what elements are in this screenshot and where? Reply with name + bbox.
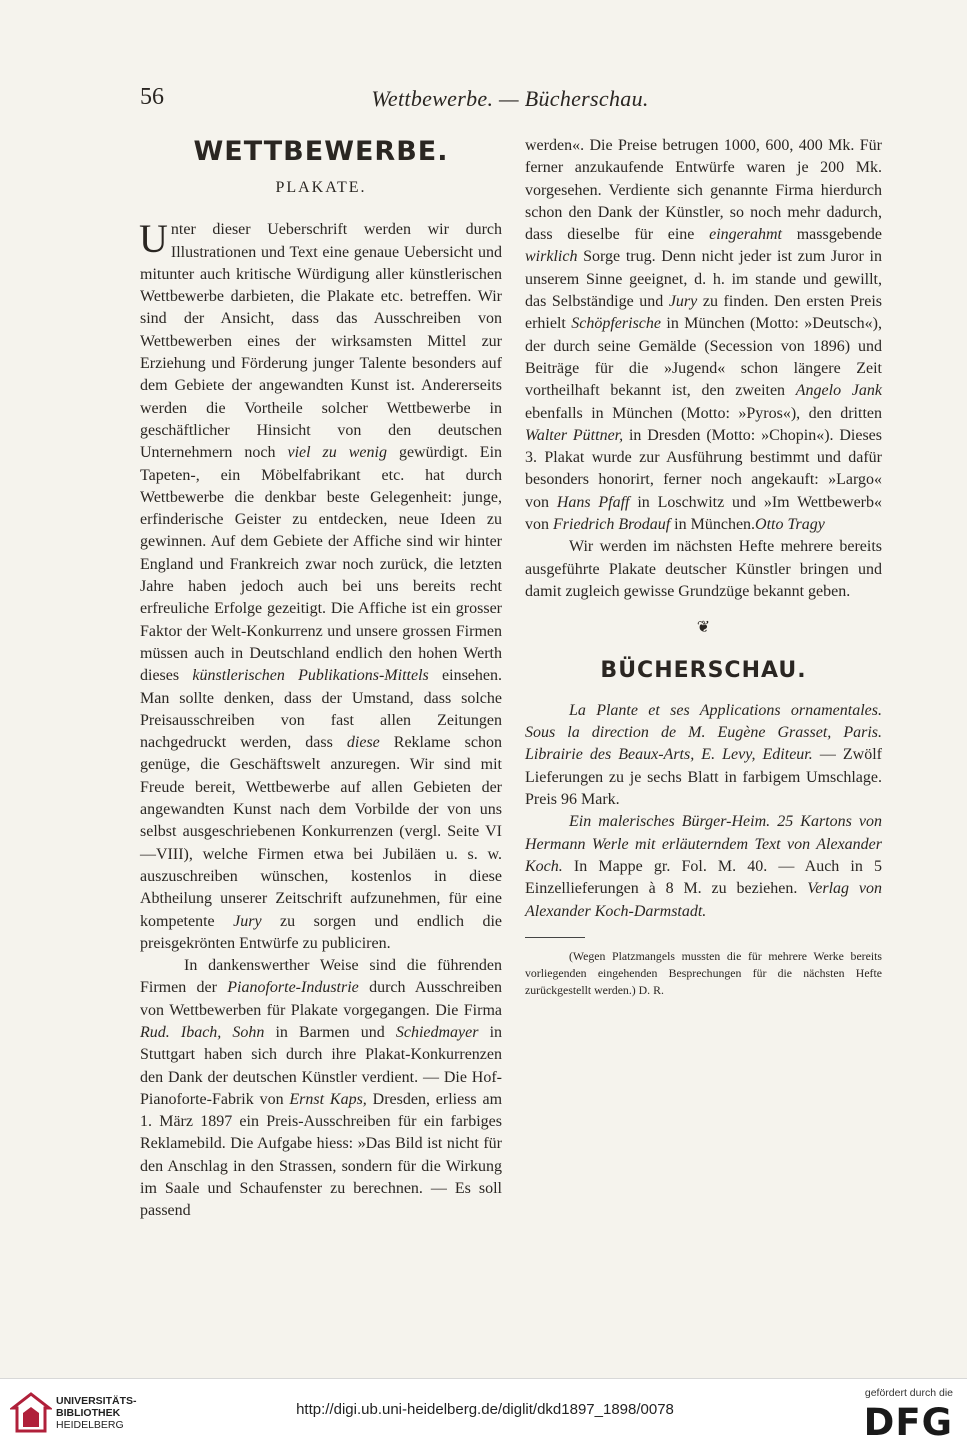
running-title: Wettbewerbe. — Bücherschau.: [371, 86, 649, 111]
text-run: in Barmen und: [264, 1023, 396, 1041]
emphasis: Rud. Ibach, Sohn: [140, 1023, 265, 1041]
emphasis: Friedrich Brodauf: [553, 516, 671, 534]
digitization-footer: [0, 1378, 967, 1450]
pianoforte-paragraph-start: [140, 955, 502, 1223]
library-name-line: BIBLIOTHEK: [56, 1407, 121, 1419]
text-run: in Dresden (Motto: »Chopin«). Dieses 3. Plakat wurde zur Ausführung bestimmt und dafür besonders honorirt, ferner noch angekauft: »Largo« von: [525, 426, 883, 511]
drop-cap: U: [139, 216, 168, 262]
text-run: in München (Motto: »Deutsch«), der durch seine Gemälde (Secession von 1896) und Beiträge für die »Jugend« schon längere Zeit vortheilhaft bekannt ist, den zweiten: [525, 315, 882, 400]
plakate-subtitle: PLAKATE.: [275, 179, 367, 196]
emphasis: Schöpferische: [571, 315, 661, 333]
text-run: massgebende: [781, 226, 882, 244]
wettbewerbe-title: WETTBEWERBE.: [193, 136, 449, 167]
emphasis: Otto Tragy: [755, 516, 825, 534]
emphasis: viel zu wenig: [287, 444, 387, 462]
library-name-line: HEIDELBERG: [56, 1419, 124, 1431]
text-run: Reklame schon genüge, die Geschäftswelt anzuregen. Wir sind mit Freude bereit, Wettbewerbe auf allen Gebieten der angewandten Kunst nach dem Vorbilde der von uns selbst ausgeschriebenen Konkurrenzen (vergl. Seite VI—VIII), welche Firmen etwa bei Jubiläen u. s. w. auszuschreiben wünschen, kostenlos in diese Abtheilung unserer Zeitschrift aufzunehmen, für eine kompetente: [140, 734, 502, 930]
text-run: Dresden, erliess am 1. März 1897 ein Preis-Ausschreiben für ein farbiges Reklamebild. Die Aufgabe hiess: »Das Bild ist nicht für den Anschlag in den Strassen, sondern für die Wirkung im Saale und Schaufenster zu berechnen. — Es soll passend: [140, 1090, 503, 1220]
left-column: [140, 135, 502, 1223]
emphasis: eingerahmt: [709, 226, 782, 244]
emphasis: Ernst Kaps,: [289, 1090, 367, 1108]
text-run: ebenfalls in München (Motto: »Pyros«), den dritten: [525, 404, 882, 422]
intro-paragraph: [139, 216, 503, 955]
pianoforte-paragraph-continued: [525, 135, 882, 536]
emphasis: Pianoforte-Industrie: [227, 979, 359, 997]
closing-paragraph: Wir werden im nächsten Hefte mehrere bereits ausgeführte Plakate deutscher Künstler bringen und damit zugleich gewisse Grundzüge bekannt geben.: [525, 538, 882, 600]
funded-by-label: gefördert durch die: [864, 1387, 953, 1399]
university-library-logo-icon: [10, 1391, 52, 1437]
emphasis: diese: [346, 734, 380, 752]
text-run: zu finden. Den ersten Preis erhielt: [525, 293, 882, 333]
footnote-divider: [525, 937, 585, 938]
buecherschau-title: BÜCHERSCHAU.: [600, 657, 807, 683]
page-number: 56: [140, 84, 164, 110]
emphasis: Ein malerisches Bürger-Heim. 25 Kartons von Hermann Werle mit erläuterndem Text von Alexander Koch.: [525, 813, 882, 875]
text-run: in Loschwitz und »Im Wettbewerb« von: [525, 493, 883, 534]
text-run: nter dieser Ueberschrift werden wir durch Illustrationen und Text eine genaue Uebersicht und mitunter auch kritische Würdigung aller künstlerischen Wettbewerbe darbieten, die Plakate etc. betreffen. Wir sind der Ansicht, dass das Ausschreiben von Wettbewerben eines der wirksamsten Mittel zur Erziehung und Förderung junger Talente besonders auf dem Gebiete der angewandten Kunst ist. Andererseits werden die Vortheile solcher Wettbewerbe in geschäftlicher Hinsicht von den deutschen Unternehmern noch: [140, 221, 502, 462]
book-entry-grasset: [525, 700, 882, 811]
emphasis: Walter Püttner,: [525, 426, 624, 444]
library-name-line: UNIVERSITÄTS-: [56, 1395, 137, 1407]
emphasis: wirklich: [525, 248, 578, 266]
library-name: [56, 1395, 137, 1431]
emphasis: Jury: [233, 912, 262, 930]
emphasis: Angelo Jank: [795, 382, 882, 400]
emphasis: La Plante et ses Applications ornamentales. Sous la direction de M. Eugène Grasset, Paris. Librairie des Beaux-Arts, E. Levy, Editeur.: [525, 701, 882, 764]
text-run: — Zwölf Lieferungen zu je sechs Blatt in farbigem Umschlage. Preis 96 Mark.: [525, 746, 883, 809]
fleuron-ornament-icon: ❦: [696, 619, 711, 637]
text-run: In Mappe gr. Fol. M. 40. — Auch in 5 Einzellieferungen à 8 M. zu beziehen.: [525, 857, 882, 898]
source-url-link[interactable]: http://digi.ub.uni-heidelberg.de/diglit/dkd1897_1898/0078: [296, 1401, 674, 1418]
text-run: Sorge trug. Denn nicht jeder ist zum Juror in unserem Sinne geeignet, d. h. im stande und gewillt, das Selbständige und: [525, 248, 882, 311]
text-run: in Stuttgart haben sich durch ihre Plakat-Konkurrenzen den Dank der deutschen Künstler verdient. — Die Hof-Pianoforte-Fabrik von: [140, 1023, 503, 1108]
emphasis: Jury: [668, 293, 698, 311]
dfg-logo: DFG: [863, 1401, 953, 1444]
text-run: in München.: [670, 516, 756, 534]
book-entry-werle: [525, 811, 882, 922]
emphasis: künstlerischen Publikations-Mittels: [192, 667, 429, 685]
text-run: zu sorgen und endlich die preisgekrönten Entwürfe zu publiciren.: [140, 912, 502, 952]
editorial-note: (Wegen Platzmangels mussten die für mehrere Werke bereits vorliegenden eingehenden Besprechungen für die nächsten Hefte zurückgestellt werden.) D. R.: [525, 948, 882, 997]
text-run: einsehen. Man sollte denken, dass der Umstand, dass solche Preisausschreiben von fast allen Zeitungen nachgedruckt werden, dass: [140, 667, 503, 752]
text-run: In dankenswerther Weise sind die führenden Firmen der: [140, 957, 502, 997]
text-run: gewürdigt. Ein Tapeten-, ein Möbelfabrikant etc. hat durch Wettbewerbe die denkbar beste Gelegenheit: junge, erfinderische Geister zu entdecken, neue Ideen zu gewinnen. Auf dem Gebiete der Affiche sind wir hinter England und Frankreich zwar noch zurück, die letzten Jahre haben jedoch auch bei uns bereits recht erfreuliche Erfolge gezeitigt. Die Affiche ist ein grosser Faktor der Welt-Konkurrenz und unsere grossen Firmen müssen auch in Deutschland endlich den hohen Werth dieses: [140, 444, 503, 685]
text-run: werden«. Die Preise betrugen 1000, 600, 400 Mk. Für ferner anzukaufende Entwürfe waren je 200 Mk. vorgesehen. Verdiente sich genannte Firma hierdurch schon den Dank der Künstler, so noch mehr dadurch, dass dieselbe für eine: [525, 137, 882, 244]
text-run: durch Ausschreiben von Wettbewerben für Plakate vorgegangen. Die Firma: [140, 979, 502, 1019]
emphasis: Verlag von Alexander Koch-Darmstadt.: [525, 880, 882, 920]
emphasis: Schiedmayer: [395, 1023, 479, 1041]
emphasis: Hans Pfaff: [556, 493, 630, 511]
right-column: [525, 135, 882, 999]
